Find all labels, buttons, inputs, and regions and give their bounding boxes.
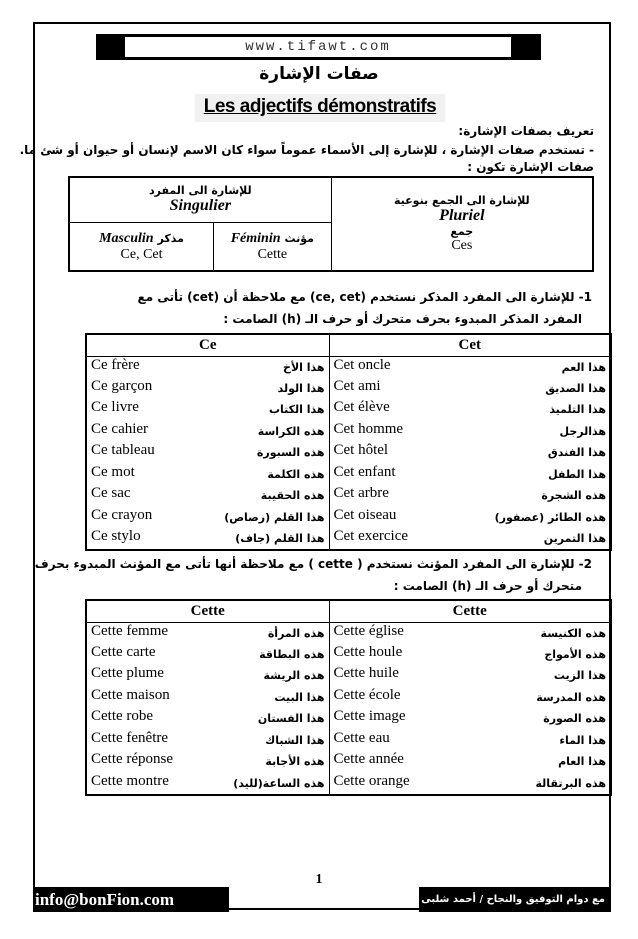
arabic-translation: هذا العام <box>558 755 606 769</box>
french-word: Cette image <box>333 708 406 725</box>
cell-left <box>86 378 329 400</box>
french-word: Ce crayon <box>91 506 153 523</box>
cell-left <box>86 356 329 378</box>
section2-number: 2- <box>578 557 592 571</box>
cell-left <box>86 507 329 529</box>
arabic-translation: هذا الزيت <box>553 669 606 683</box>
header-cette-left: Cette <box>86 600 329 622</box>
french-word: Ce mot <box>91 463 135 480</box>
cell-left <box>86 622 329 644</box>
french-word: Cette montre <box>91 772 169 789</box>
feminin-french: Féminin <box>230 231 281 247</box>
french-word: Cette huile <box>333 665 399 682</box>
section1-line1: للإشارة الى المفرد المذكر نستخدم (ce, cet) مع ملاحظة أن (cet) تأتى مع <box>137 290 575 304</box>
cette-body <box>86 622 611 795</box>
french-word: Cette année <box>333 751 404 768</box>
cell-left <box>86 528 329 550</box>
arabic-translation: هذه الأجابة <box>265 755 325 769</box>
french-word: Cet ami <box>333 377 381 394</box>
cell-left <box>86 751 329 773</box>
singular-arabic: للإشارة الى المفرد <box>149 184 252 198</box>
masculin-french: Masculin <box>99 231 154 247</box>
cell-left <box>86 442 329 464</box>
cell-right <box>329 708 611 730</box>
french-word: Ce garçon <box>91 377 153 394</box>
section2-line2: متحرك أو حرف الـ (h) الصامت : <box>393 579 582 593</box>
arabic-translation: هذا الأخ <box>283 360 325 374</box>
section2-line1: للإشارة الى المفرد المؤنث نستخدم ( cette ) مع ملاحظة أنها تأتى مع المؤنث المبدوء بحرف <box>34 557 575 571</box>
french-word: Cette houle <box>333 643 403 660</box>
arabic-translation: هذالرجل <box>559 424 606 438</box>
arabic-translation: هذه الشجرة <box>541 489 606 503</box>
french-word: Cette école <box>333 686 401 703</box>
cet-ce-table <box>85 333 612 551</box>
feminin-value: Cette <box>257 247 288 263</box>
arabic-translation: هذه البطاقة <box>259 647 325 661</box>
cet-ce-body <box>86 356 611 550</box>
definition-composed: صفات الإشارة تكون : <box>467 160 594 174</box>
arabic-translation: هذا البيت <box>274 690 325 704</box>
cell-left <box>86 708 329 730</box>
table-row <box>86 378 611 400</box>
table-row <box>86 665 611 687</box>
french-word: Cette fenêtre <box>91 729 169 746</box>
table-row <box>86 773 611 795</box>
table-row <box>86 687 611 709</box>
table-row <box>86 399 611 421</box>
table-row <box>86 751 611 773</box>
cell-right <box>329 751 611 773</box>
table-row <box>86 421 611 443</box>
french-word: Cette réponse <box>91 751 174 768</box>
french-word: Cet homme <box>333 420 404 437</box>
french-word: Cette femme <box>91 622 169 639</box>
arabic-translation: هذه الصورة <box>543 712 606 726</box>
arabic-translation: هذه المرأة <box>267 626 325 640</box>
french-word: Cet oncle <box>333 356 391 373</box>
cell-right <box>329 665 611 687</box>
arabic-translation: هذا الطفل <box>548 467 606 481</box>
cette-table <box>85 599 612 796</box>
arabic-translation: هذا التلميذ <box>549 403 606 417</box>
masculin-arabic: مذكر <box>157 232 184 246</box>
french-word: Ce cahier <box>91 420 149 437</box>
arabic-translation: هذا القلم (جاف) <box>235 532 325 545</box>
table-row <box>86 622 611 644</box>
plural-french: Pluriel <box>439 207 485 224</box>
section1-line2: المفرد المذكر المبدوء بحرف متحرك أو حرف الـ (h) الصامت : <box>223 312 582 326</box>
cell-right <box>329 507 611 529</box>
summary-table <box>68 176 594 272</box>
cell-right <box>329 528 611 550</box>
french-word: Ce stylo <box>91 528 141 544</box>
french-word: Cet exercice <box>333 528 409 544</box>
french-word: Cette maison <box>91 686 170 703</box>
french-word: Ce sac <box>91 485 131 502</box>
arabic-translation: هذا القلم (رصاص) <box>224 510 325 524</box>
french-word: Cette plume <box>91 665 164 682</box>
arabic-translation: هذه الكراسة <box>257 424 325 438</box>
arabic-translation: هذا الشباك <box>265 733 325 747</box>
arabic-translation: هذا الفستان <box>257 712 325 726</box>
arabic-translation: هذه الحقيبة <box>260 489 325 503</box>
masculin-value: Ce, Cet <box>120 247 163 263</box>
plural-sub-arabic: جمع <box>450 225 474 238</box>
french-word: Cet arbre <box>333 485 389 502</box>
french-word: Ce tableau <box>91 442 155 459</box>
cell-right <box>329 644 611 666</box>
cell-left <box>86 665 329 687</box>
footer-wish: مع دوام التوفيق والنجاح / أحمد شلبى <box>419 887 611 912</box>
singular-french: Singulier <box>169 197 232 215</box>
french-word: Cet enfant <box>333 463 396 480</box>
arabic-translation: هذا الولد <box>277 381 325 395</box>
arabic-translation: هذه الكلمة <box>267 467 325 481</box>
cell-right <box>329 421 611 443</box>
plural-value: Ces <box>451 238 473 253</box>
cell-left <box>86 399 329 421</box>
cell-right <box>329 687 611 709</box>
arabic-translation: هذه الريشة <box>263 669 325 683</box>
cell-left <box>86 687 329 709</box>
title-arabic: صفات الإشارة <box>259 64 379 84</box>
table-row <box>86 644 611 666</box>
french-word: Cet élève <box>333 399 390 416</box>
arabic-translation: هذه الأمواج <box>544 647 606 661</box>
section1-number: 1- <box>578 290 592 304</box>
cell-left <box>86 644 329 666</box>
header-cette-right: Cette <box>329 600 611 622</box>
plural-arabic: للإشارة الى الجمع بنوعية <box>394 194 530 207</box>
cell-right <box>329 378 611 400</box>
arabic-translation: هذه الساعة(لليد) <box>233 776 325 790</box>
arabic-translation: هذا الماء <box>559 733 606 747</box>
table-row <box>86 507 611 529</box>
table-row <box>86 528 611 550</box>
table-row <box>86 442 611 464</box>
french-word: Cette église <box>333 622 404 639</box>
cell-left <box>86 730 329 752</box>
arabic-translation: هذه البرتقالة <box>535 776 606 790</box>
table-row <box>86 730 611 752</box>
french-word: Cette carte <box>91 643 156 660</box>
cell-right <box>329 730 611 752</box>
arabic-translation: هذا العم <box>561 360 606 374</box>
header-ce: Ce <box>86 334 329 356</box>
feminin-arabic: مؤنث <box>284 232 314 246</box>
header-cet: Cet <box>329 334 611 356</box>
french-word: Ce livre <box>91 399 139 416</box>
cell-right <box>329 773 611 795</box>
footer-email[interactable]: info@bonFion.com <box>33 887 229 912</box>
french-word: Cette eau <box>333 729 390 746</box>
cell-right <box>329 399 611 421</box>
cell-right <box>329 622 611 644</box>
cell-left <box>86 464 329 486</box>
table-row <box>86 708 611 730</box>
cell-right <box>329 442 611 464</box>
french-word: Ce frère <box>91 356 140 373</box>
page-number: 1 <box>315 872 323 887</box>
table-row <box>86 485 611 507</box>
definition-heading: تعريف بصفات الإشارة: <box>458 124 594 138</box>
arabic-translation: هذا الفندق <box>547 446 606 460</box>
arabic-translation: هذه الكنيسة <box>540 626 606 640</box>
arabic-translation: هذا الكتاب <box>268 403 325 417</box>
definition-text: - تستخدم صفات الإشارة ، للإشارة إلى الأسماء عموماً سواء كان الاسم لإنسان أو حيوان أو شئ ما. <box>19 143 594 157</box>
cell-right <box>329 464 611 486</box>
section1-intro <box>60 290 592 304</box>
arabic-translation: هذه السبورة <box>256 446 325 460</box>
french-word: Cette orange <box>333 772 410 789</box>
cell-right <box>329 356 611 378</box>
french-word: Cette robe <box>91 708 154 725</box>
table-row <box>86 464 611 486</box>
table-row <box>86 356 611 378</box>
french-word: Cet hôtel <box>333 442 389 459</box>
site-url[interactable]: www.tifawt.com <box>124 36 512 58</box>
cell-left <box>86 773 329 795</box>
title-french: Les adjectifs démonstratifs <box>195 94 445 122</box>
arabic-translation: هذا الصديق <box>545 381 606 395</box>
french-word: Cet oiseau <box>333 506 397 523</box>
section2-intro <box>34 557 592 571</box>
cell-left <box>86 485 329 507</box>
cell-right <box>329 485 611 507</box>
arabic-translation: هذه الطائر (عصفور) <box>494 510 606 524</box>
arabic-translation: هذا التمرين <box>543 532 606 545</box>
arabic-translation: هذه المدرسة <box>536 690 606 704</box>
cell-left <box>86 421 329 443</box>
